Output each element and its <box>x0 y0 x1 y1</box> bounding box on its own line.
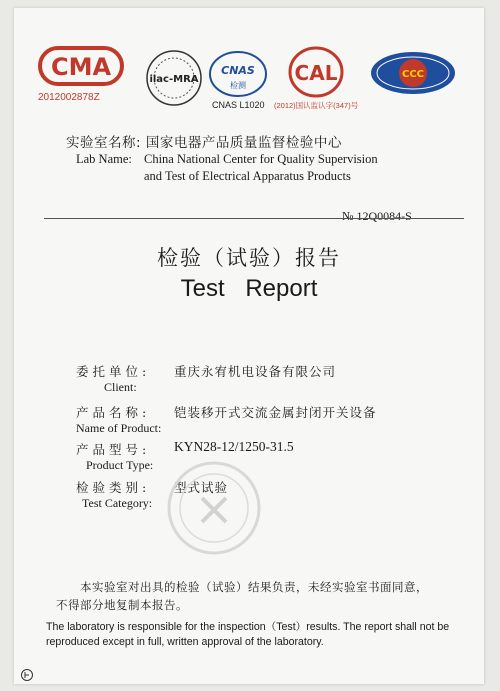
report-title-en: Test Report <box>180 275 318 302</box>
product-type-label-en: Product Type: <box>86 458 154 472</box>
product-name-label-en: Name of Product: <box>76 421 162 435</box>
product-type-value: KYN28-12/1250-31.5 <box>174 439 294 454</box>
lab-name-zh <box>66 131 342 151</box>
cnas-code: CNAS L1020 <box>212 100 265 110</box>
test-category-label-en: Test Category: <box>82 496 153 510</box>
test-category-value: 型式试验 <box>174 480 229 495</box>
product-name-label-zh: 产品名称: <box>76 405 151 420</box>
lab-value-en-line2: and Test of Electrical Apparatus Products <box>144 169 351 183</box>
ccc-logo-icon <box>366 48 460 98</box>
report-title-zh: 检验（试验）报告 <box>157 246 341 270</box>
cal-code: (2012)国认监认字(347)号 <box>274 101 359 110</box>
lab-label-zh: 实验室名称: <box>66 135 142 151</box>
test-category-label-zh: 检验类别: <box>76 480 151 495</box>
cma-logo-text: CMA <box>50 53 112 81</box>
client-label-en: Client: <box>104 380 137 394</box>
lab-name-en <box>76 151 378 185</box>
cnas-logo-icon <box>207 48 269 100</box>
circle-mark-icon <box>20 668 34 682</box>
ilac-mra-logo-icon <box>144 48 204 108</box>
certificate-page <box>14 8 484 684</box>
notice-zh-line1: 本实验室对出具的检验（试验）结果负责，未经实验室书面同意， <box>80 580 428 594</box>
cma-code: 2012002878Z <box>38 92 100 103</box>
cnas-logo-text: CNAS <box>221 64 255 77</box>
product-name-value: 铠装移开式交流金属封闭开关设备 <box>174 405 377 420</box>
cma-logo-icon <box>36 42 126 90</box>
cal-logo-icon <box>286 44 346 100</box>
cal-logo-text: CAL <box>294 61 338 85</box>
notice-zh-line2: 不得部分地复制本报告。 <box>56 598 188 612</box>
ilac-logo-text: ilac-MRA <box>149 74 199 85</box>
notice-en: The laboratory is responsible for the inspection（Test）results. The report shall not be reproduced except in full, written approval of the laboratory. <box>46 621 450 648</box>
ccc-logo-text: CCC <box>401 69 425 80</box>
lab-label-en: Lab Name: <box>76 152 132 166</box>
cnas-logo-sub: 检测 <box>230 81 246 90</box>
notice-zh <box>56 578 428 614</box>
embossed-seal-icon <box>166 460 262 556</box>
client-value: 重庆永宥机电设备有限公司 <box>174 364 337 379</box>
client-label-zh: 委托单位: <box>76 364 151 379</box>
lab-value-en-line1: China National Center for Quality Supervision <box>144 152 378 166</box>
divider-line <box>44 218 464 219</box>
report-number: № 12Q0084-S <box>342 209 412 223</box>
product-type-label-zh: 产品型号: <box>76 442 151 457</box>
lab-value-zh: 国家电器产品质量监督检验中心 <box>145 135 342 151</box>
